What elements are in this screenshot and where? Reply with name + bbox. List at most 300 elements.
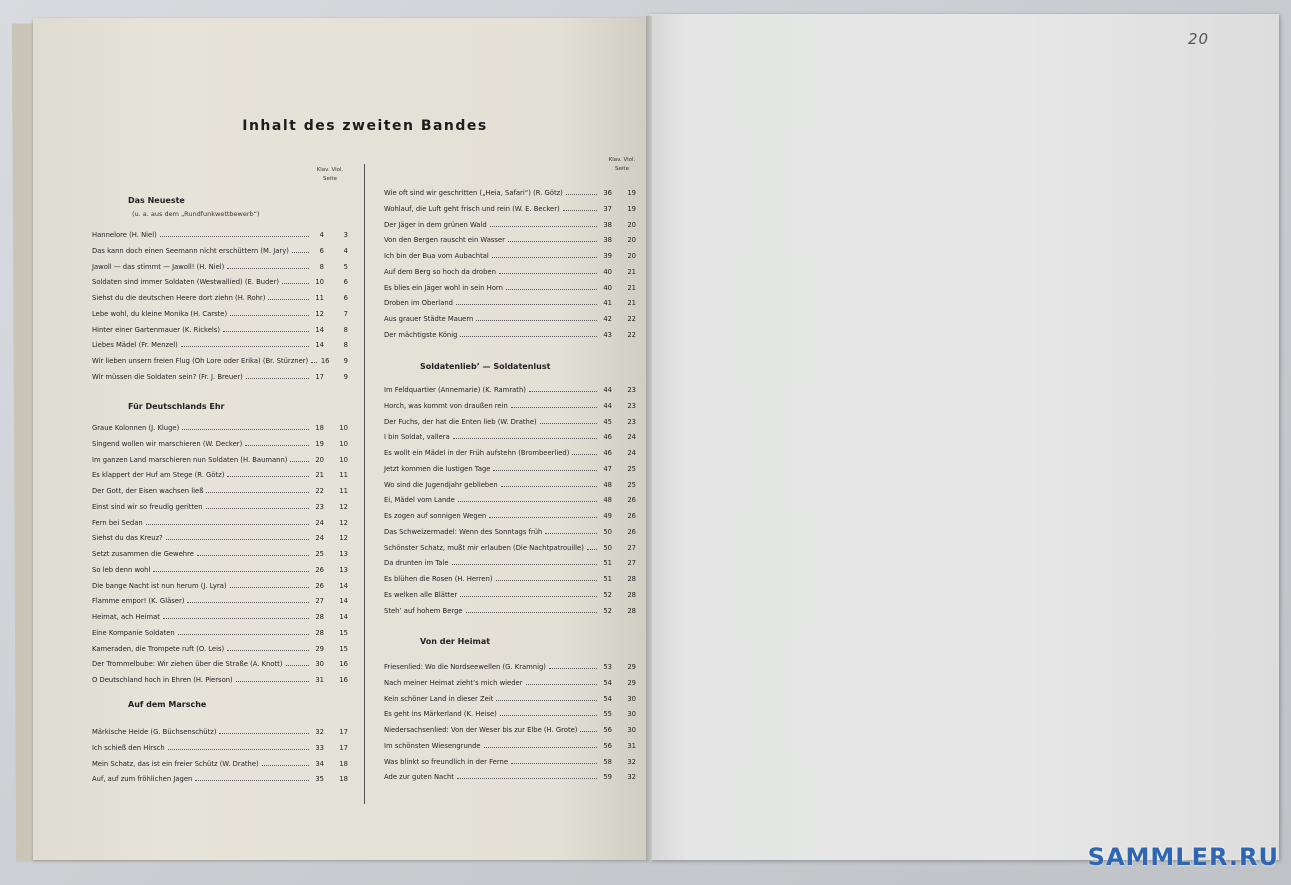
entry-piano-page: 26 [315, 565, 324, 574]
entry-title: Steh’ auf hohem Berge [384, 606, 463, 615]
toc-entry [384, 772, 636, 784]
entry-title: Niedersachsenlied: Von der Weser bis zur Elbe (H. Grote) [384, 726, 578, 734]
entry-violin-page: 32 [627, 773, 636, 782]
entry-piano-page: 36 [603, 189, 612, 197]
toc-entry [92, 262, 348, 274]
entry-piano-page: 35 [315, 775, 324, 784]
dot-leader [163, 612, 309, 619]
column-header-page: Seite [323, 176, 337, 182]
toc-entry [92, 309, 348, 321]
toc-entry [384, 725, 636, 737]
entry-violin-page: 16 [339, 676, 348, 684]
entry-piano-page: 33 [315, 743, 324, 752]
dot-leader [506, 283, 597, 290]
entry-violin-page: 17 [339, 743, 348, 752]
entry-piano-page: 59 [603, 773, 612, 782]
entry-violin-page: 23 [627, 417, 636, 426]
entry-piano-page: 54 [603, 694, 612, 703]
dot-leader [292, 246, 309, 253]
column-header-left [305, 166, 355, 184]
toc-entry [92, 486, 348, 498]
entry-title: Wohlauf, die Luft geht frisch und rein (W. E. Becker) [384, 204, 560, 213]
column-header-right [597, 156, 647, 174]
entry-title: Im schönsten Wiesengrunde [384, 741, 481, 750]
entry-violin-page: 21 [627, 267, 636, 276]
toc-entry [92, 549, 348, 561]
entry-title: Der Trommelbube: Wir ziehen über die Straße (A. Knott) [92, 660, 283, 669]
entry-piano-page: 6 [319, 246, 324, 255]
toc-entry [384, 298, 636, 310]
entry-violin-page: 10 [339, 455, 348, 464]
entry-piano-page: 44 [603, 401, 612, 410]
dot-leader [230, 581, 309, 588]
entry-violin-page: 22 [627, 330, 636, 339]
entry-violin-page: 20 [627, 220, 636, 229]
entry-violin-page: 9 [343, 372, 348, 381]
entry-violin-page: 30 [627, 710, 636, 719]
dot-leader [245, 439, 309, 446]
dot-leader [501, 480, 597, 487]
entry-piano-page: 56 [603, 741, 612, 750]
entry-piano-page: 29 [315, 644, 324, 653]
dot-leader [206, 486, 309, 493]
toc-entry [92, 596, 348, 608]
dot-leader [492, 251, 597, 258]
entry-title: I bin Soldat, vallera [384, 433, 450, 442]
dot-leader [227, 644, 309, 651]
entry-title: Einst sind wir so freudig geritten [92, 502, 203, 511]
entry-piano-page: 42 [603, 315, 612, 323]
dot-leader [286, 659, 310, 666]
entry-piano-page: 14 [315, 341, 324, 350]
entry-piano-page: 28 [315, 613, 324, 621]
entry-violin-page: 22 [627, 315, 636, 323]
dot-leader [181, 340, 309, 347]
toc-entry [384, 511, 636, 523]
toc-entry [92, 743, 348, 755]
entry-piano-page: 24 [315, 518, 324, 527]
entry-violin-page: 12 [339, 534, 348, 543]
toc-entry [92, 628, 348, 640]
entry-piano-page: 31 [315, 676, 324, 684]
entry-violin-page: 27 [627, 559, 636, 568]
entry-piano-page: 52 [603, 590, 612, 599]
entry-piano-page: 16 [320, 357, 330, 365]
toc-entry [92, 372, 348, 384]
toc-entry [384, 662, 636, 674]
dot-leader [580, 725, 597, 732]
toc-entry [384, 574, 636, 586]
dot-leader [508, 235, 597, 242]
entry-piano-page: 51 [603, 559, 612, 568]
section-heading: Soldatenlieb’ — Soldatenlust [420, 362, 551, 371]
entry-title: Ade zur guten Nacht [384, 773, 454, 782]
entry-title: Es wollt ein Mädel in der Früh aufstehn (Brombeerlied) [384, 449, 570, 457]
dot-leader [511, 401, 597, 408]
entry-piano-page: 50 [603, 527, 612, 536]
dot-leader [153, 565, 309, 572]
toc-entry [384, 385, 636, 397]
entry-violin-page: 14 [339, 581, 348, 590]
toc-entry [92, 612, 348, 624]
entry-piano-page: 12 [315, 309, 324, 318]
dot-leader [246, 372, 309, 379]
entry-violin-page: 31 [627, 741, 636, 750]
entry-piano-page: 34 [315, 759, 324, 768]
toc-entry [92, 293, 348, 305]
entry-title: Wo sind die Jugendjahr geblieben [384, 480, 498, 489]
toc-entry [384, 401, 636, 413]
entry-violin-page: 20 [627, 236, 636, 245]
entry-title: Der Jäger in dem grünen Wald [384, 220, 487, 229]
entry-title: Es blühen die Rosen (H. Herren) [384, 575, 493, 583]
toc-entry [92, 470, 348, 482]
dot-leader [460, 590, 597, 597]
entry-piano-page: 25 [315, 550, 324, 558]
dot-leader [549, 662, 597, 669]
entry-piano-page: 54 [603, 678, 612, 687]
entry-piano-page: 38 [603, 220, 612, 229]
entry-piano-page: 43 [603, 330, 612, 339]
entry-piano-page: 40 [603, 267, 612, 276]
entry-violin-page: 28 [627, 606, 636, 615]
toc-entry [92, 565, 348, 577]
entry-title: Die bange Nacht ist nun herum (J. Lyra) [92, 581, 227, 590]
entry-title: O Deutschland hoch in Ehren (H. Pierson) [92, 676, 233, 684]
dot-leader [511, 757, 597, 764]
dot-leader [476, 314, 597, 321]
dot-leader [587, 543, 597, 550]
entry-title: Da drunten im Tale [384, 559, 449, 568]
entry-violin-page: 29 [627, 678, 636, 687]
entry-violin-page: 19 [627, 204, 636, 213]
entry-title: Hannelore (H. Niel) [92, 231, 157, 239]
entry-title: Wie oft sind wir geschritten („Heia, Safari“) (R. Götz) [384, 189, 563, 197]
toc-entry [384, 606, 636, 618]
entry-violin-page: 30 [627, 726, 636, 734]
entry-title: Es klappert der Huf am Stege (R. Götz) [92, 471, 225, 480]
toc-entry [92, 455, 348, 467]
entry-title: Es blies ein Jäger wohl in sein Horn [384, 283, 503, 292]
dot-leader [489, 511, 597, 518]
entry-piano-page: 22 [315, 487, 324, 495]
entry-violin-page: 32 [627, 757, 636, 766]
entry-piano-page: 20 [315, 455, 324, 464]
dot-leader [160, 230, 309, 237]
entry-piano-page: 23 [315, 502, 324, 511]
entry-title: Aus grauer Städte Mauern [384, 315, 474, 323]
book-gutter [646, 16, 652, 862]
entry-piano-page: 17 [315, 372, 324, 381]
entry-violin-page: 5 [343, 262, 348, 271]
dot-leader [282, 277, 309, 284]
toc-entry [92, 518, 348, 530]
toc-entry [384, 590, 636, 602]
section-heading: Das Neueste [128, 196, 185, 205]
entry-title: Heimat, ach Heimat [92, 613, 160, 621]
entry-title: Von den Bergen rauscht ein Wasser [384, 236, 505, 245]
entry-piano-page: 37 [603, 204, 612, 213]
entry-title: Singend wollen wir marschieren (W. Decker) [92, 439, 243, 448]
dot-leader [540, 417, 597, 424]
entry-violin-page: 21 [627, 299, 636, 308]
handwritten-page-number: 20 [1188, 30, 1210, 48]
section-heading: Auf dem Marsche [128, 700, 207, 709]
entry-title: Es geht ins Märkerland (K. Heise) [384, 710, 497, 719]
dot-leader [529, 385, 597, 392]
toc-entry [384, 741, 636, 753]
entry-violin-page: 23 [627, 401, 636, 410]
toc-entry [384, 448, 636, 460]
dot-leader [262, 759, 309, 766]
toc-entry [384, 188, 636, 200]
entry-piano-page: 41 [603, 299, 612, 308]
dot-leader [457, 772, 597, 779]
toc-entry [92, 230, 348, 242]
entry-piano-page: 21 [315, 471, 324, 480]
dot-leader [452, 558, 597, 565]
entry-title: Kein schöner Land in dieser Zeit [384, 694, 494, 703]
dot-leader [219, 727, 309, 734]
entry-piano-page: 48 [603, 480, 612, 489]
entry-title: Mein Schatz, das ist ein freier Schütz (W. Drathe) [92, 759, 259, 768]
toc-entry [92, 759, 348, 771]
toc-entry [384, 709, 636, 721]
entry-violin-page: 24 [627, 449, 636, 457]
toc-entry [92, 340, 348, 352]
entry-violin-page: 26 [627, 512, 636, 520]
dot-leader [168, 743, 309, 750]
entry-violin-page: 12 [339, 502, 348, 511]
toc-entry [92, 533, 348, 545]
dot-leader [526, 678, 598, 685]
dot-leader [545, 527, 597, 534]
entry-violin-page: 27 [627, 543, 636, 552]
entry-violin-page: 16 [339, 660, 348, 669]
watermark: SAMMLER.RU [1087, 843, 1279, 871]
entry-title: Der mächtigste König [384, 330, 458, 339]
entry-piano-page: 52 [603, 606, 612, 615]
toc-entry [384, 558, 636, 570]
entry-piano-page: 28 [315, 628, 324, 637]
dot-leader [236, 675, 309, 682]
toc-entry [92, 356, 348, 368]
toc-entry [92, 277, 348, 289]
toc-entry [92, 423, 348, 435]
entry-title: Eine Kompanie Soldaten [92, 628, 175, 637]
entry-title: Das kann doch einen Seemann nicht erschüttern (M. Jary) [92, 246, 289, 255]
entry-piano-page: 39 [603, 252, 612, 260]
entry-piano-page: 18 [315, 424, 324, 432]
entry-title: Liebes Mädel (Fr. Menzel) [92, 341, 178, 350]
toc-entry [384, 543, 636, 555]
dot-leader [230, 309, 309, 316]
dot-leader [182, 423, 309, 430]
dot-leader [197, 549, 309, 556]
dot-leader [268, 293, 309, 300]
entry-piano-page: 56 [603, 726, 612, 734]
entry-title: Ich bin der Bua vom Aubachtal [384, 252, 489, 260]
toc-entry [92, 439, 348, 451]
dot-leader [466, 606, 597, 613]
entry-piano-page: 26 [315, 581, 324, 590]
toc-entry [384, 464, 636, 476]
entry-violin-page: 13 [339, 550, 348, 558]
entry-violin-page: 4 [343, 246, 348, 255]
entry-title: So leb denn wohl [92, 565, 151, 574]
entry-title: Im Feldquartier (Annemarie) (K. Ramrath) [384, 386, 526, 394]
entry-violin-page: 7 [343, 309, 348, 318]
column-header-page: Seite [615, 166, 629, 172]
toc-entry [384, 417, 636, 429]
toc-entry [92, 502, 348, 514]
toc-entry [384, 495, 636, 507]
dot-leader [453, 432, 597, 439]
entry-violin-page: 3 [343, 231, 348, 239]
dot-leader [206, 502, 309, 509]
entry-piano-page: 24 [315, 534, 324, 543]
dot-leader [187, 596, 309, 603]
entry-piano-page: 51 [603, 575, 612, 583]
entry-violin-page: 25 [627, 480, 636, 489]
entry-violin-page: 8 [343, 341, 348, 350]
dot-leader [566, 188, 597, 195]
entry-piano-page: 30 [315, 660, 324, 669]
entry-violin-page: 28 [627, 575, 636, 583]
right-page [649, 14, 1279, 860]
dot-leader [490, 220, 597, 227]
dot-leader [493, 464, 597, 471]
column-divider [364, 164, 365, 804]
entry-violin-page: 24 [627, 433, 636, 442]
entry-piano-page: 14 [315, 325, 324, 334]
entry-violin-page: 29 [627, 663, 636, 671]
dot-leader [563, 204, 597, 211]
dot-leader [311, 356, 317, 363]
entry-violin-page: 26 [627, 527, 636, 536]
entry-title: Jetzt kommen die lustigen Tage [384, 464, 491, 473]
entry-title: Droben im Oberland [384, 299, 453, 308]
toc-entry [384, 480, 636, 492]
toc-entry [384, 267, 636, 279]
dot-leader [290, 455, 309, 462]
page-title: Inhalt des zweiten Bandes [242, 118, 488, 134]
entry-piano-page: 8 [319, 262, 324, 271]
entry-violin-page: 15 [339, 628, 348, 637]
entry-violin-page: 9 [343, 357, 348, 365]
entry-piano-page: 47 [603, 464, 612, 473]
toc-entry [384, 432, 636, 444]
entry-violin-page: 19 [627, 189, 636, 197]
dot-leader [166, 533, 309, 540]
entry-title: Jawoll — das stimmt — Jawoll! (H. Niel) [92, 262, 225, 271]
entry-violin-page: 18 [339, 759, 348, 768]
entry-violin-page: 10 [339, 439, 348, 448]
column-header-instruments: Klav. Viol. [608, 157, 636, 163]
entry-title: Ei, Mädel vom Lande [384, 496, 455, 505]
entry-title: Lebe wohl, du kleine Monika (H. Carste) [92, 309, 228, 318]
entry-violin-page: 11 [339, 471, 348, 480]
entry-title: Siehst du die deutschen Heere dort ziehn (H. Rohr) [92, 294, 266, 302]
entry-title: Soldaten sind immer Soldaten (Westwallied) (E. Buder) [92, 278, 280, 287]
entry-title: Siehst du das Kreuz? [92, 534, 163, 543]
entry-title: Es zogen auf sonnigen Wegen [384, 512, 487, 520]
dot-leader [146, 518, 309, 525]
dot-leader [456, 298, 597, 305]
dot-leader [484, 741, 597, 748]
section-heading: Von der Heimat [420, 637, 491, 646]
toc-entry [92, 246, 348, 258]
dot-leader [572, 448, 597, 455]
dot-leader [499, 267, 597, 274]
entry-title: Wir lieben unsern freien Flug (Oh Lore oder Erika) (Br. Stürzner) [92, 357, 309, 365]
entry-title: Fern bei Sedan [92, 518, 143, 527]
dot-leader [227, 262, 309, 269]
entry-violin-page: 18 [339, 775, 348, 784]
toc-entry [92, 675, 348, 687]
dot-leader [178, 628, 309, 635]
entry-violin-page: 23 [627, 386, 636, 394]
toc-entry [384, 251, 636, 263]
dot-leader [195, 774, 309, 781]
entry-violin-page: 6 [343, 278, 348, 287]
entry-piano-page: 19 [315, 439, 324, 448]
entry-title: Wir müssen die Soldaten sein? (Fr. J. Breuer) [92, 372, 243, 381]
dot-leader [500, 709, 597, 716]
entry-title: Ich schieß den Hirsch [92, 743, 165, 752]
entry-piano-page: 46 [603, 449, 612, 457]
entry-piano-page: 49 [603, 512, 612, 520]
entry-violin-page: 14 [339, 613, 348, 621]
entry-title: Das Schweizermadel: Wenn des Sonntags früh [384, 527, 543, 536]
toc-entry [384, 283, 636, 295]
toc-entry [92, 644, 348, 656]
entry-piano-page: 32 [315, 728, 324, 736]
entry-piano-page: 11 [315, 294, 324, 302]
entry-piano-page: 58 [603, 757, 612, 766]
dot-leader [227, 470, 309, 477]
toc-entry [384, 235, 636, 247]
entry-violin-page: 14 [339, 597, 348, 606]
section-note: (u. a. aus dem „Rundfunkwettbewerb“) [132, 210, 260, 218]
entry-violin-page: 20 [627, 252, 636, 260]
entry-violin-page: 25 [627, 464, 636, 473]
toc-entry [384, 220, 636, 232]
entry-piano-page: 46 [603, 433, 612, 442]
section-heading: Für Deutschlands Ehr [128, 402, 225, 411]
entry-title: Im ganzen Land marschieren nun Soldaten (H. Baumann) [92, 455, 288, 464]
entry-violin-page: 6 [343, 294, 348, 302]
toc-entry [384, 330, 636, 342]
dot-leader [458, 495, 597, 502]
dot-leader [496, 574, 598, 581]
entry-violin-page: 30 [627, 694, 636, 703]
toc-entry [384, 204, 636, 216]
entry-piano-page: 27 [315, 597, 324, 606]
entry-title: Schönster Schatz, mußt mir erlauben (Die Nachtpatrouille) [384, 543, 584, 552]
toc-entry [384, 757, 636, 769]
entry-title: Horch, was kommt von draußen rein [384, 401, 508, 410]
entry-title: Was blinkt so freundlich in der Ferne [384, 757, 508, 766]
entry-piano-page: 55 [603, 710, 612, 719]
entry-violin-page: 13 [339, 565, 348, 574]
entry-title: Kameraden, die Trompete ruft (O. Leis) [92, 644, 225, 653]
entry-violin-page: 12 [339, 518, 348, 527]
toc-entry [92, 325, 348, 337]
entry-piano-page: 45 [603, 417, 612, 426]
entry-piano-page: 10 [315, 278, 324, 287]
column-header-instruments: Klav. Viol. [316, 167, 344, 173]
